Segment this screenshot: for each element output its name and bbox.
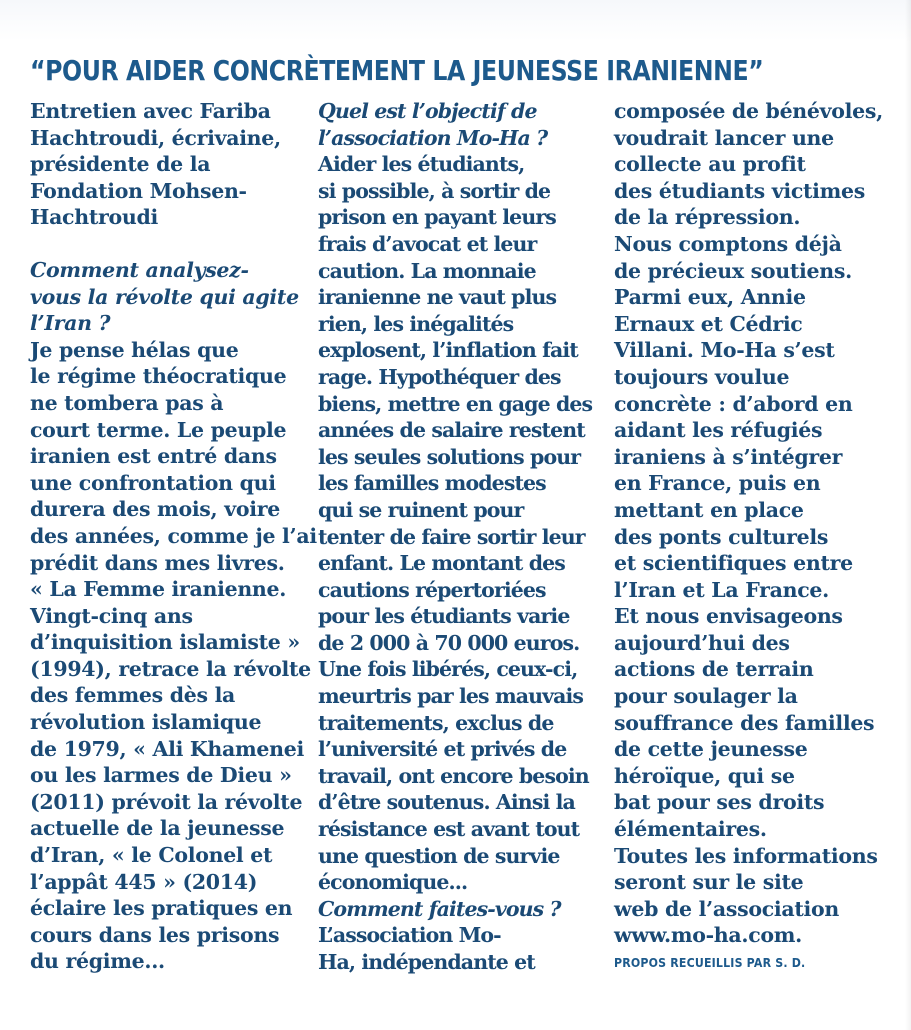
answer-line: le régime théocratique: [30, 364, 287, 389]
answer-line: Et nous envisageons: [614, 604, 843, 629]
answer-line: iraniens à s’intégrer: [614, 444, 843, 469]
intro-line: Entretien avec Fariba: [30, 99, 271, 123]
answer-line: élémentaires.: [614, 817, 767, 842]
answer-line: de 1979, « Ali Khamenei: [30, 736, 304, 761]
answer-line: court terme. Le peuple: [30, 417, 287, 442]
answer-line: tenter de faire sortir leur: [318, 524, 585, 549]
answer-line: seront sur le site: [614, 870, 804, 895]
answer-line: concrète : d’abord en: [614, 391, 853, 416]
answer-line: Je pense hélas que: [30, 337, 239, 362]
answer-line: traitements, exclus de: [318, 710, 554, 735]
answer-line: aujourd’hui des: [614, 630, 790, 655]
question-line: Quel est l’objectif de: [318, 99, 537, 123]
question-line: l’Iran ?: [30, 311, 111, 336]
answer-line: prédit dans mes livres.: [30, 550, 285, 575]
answer-line: les familles modestes: [318, 471, 546, 496]
intro-line: Fondation Mohsen-: [30, 178, 247, 203]
answer-line: ne tombera pas à: [30, 390, 224, 415]
answer-line: pour soulager la: [614, 684, 798, 709]
answer-line: les seules solutions pour: [318, 444, 581, 469]
answer-line: explosent, l’inflation fait: [318, 338, 578, 363]
answer-line: Villani. Mo-Ha s’est: [614, 338, 835, 363]
answer-line: actuelle de la jeunesse: [30, 816, 285, 841]
question-1: [30, 257, 305, 337]
answer-line: l’Iran et La France.: [614, 577, 829, 602]
answer-line: Aider les étudiants,: [318, 152, 525, 177]
answer-line: l’université et privés de: [318, 737, 567, 762]
answer-line: Parmi eux, Annie: [614, 285, 806, 310]
answer-2: [318, 151, 593, 896]
answer-line: des ponts culturels: [614, 524, 829, 549]
answer-line: de cette jeunesse: [614, 737, 808, 762]
question-line: Comment faites-vous ?: [318, 896, 561, 921]
answer-3-continued: [614, 98, 894, 949]
answer-line: (1994), retrace la révolte: [30, 656, 311, 681]
answer-line: caution. La monnaie: [318, 258, 536, 283]
answer-line: meurtris par les mauvais: [318, 684, 584, 709]
answer-line: (2011) prévoit la révolte: [30, 789, 303, 814]
answer-line: économique...: [318, 870, 468, 895]
answer-line: ou les larmes de Dieu »: [30, 763, 292, 788]
question-3: [318, 896, 580, 923]
answer-line: de précieux soutiens.: [614, 258, 852, 283]
answer-line: pour les étudiants varie: [318, 604, 570, 629]
answer-line: www.mo-ha.com.: [614, 923, 802, 948]
answer-line: rien, les inégalités: [318, 311, 514, 336]
intro-line: Hachtroudi: [30, 205, 159, 230]
answer-line: web de l’association: [614, 896, 840, 921]
answer-line: mettant en place: [614, 497, 804, 522]
paragraph-gap: [30, 231, 305, 257]
answer-line: souffrance des familles: [614, 710, 875, 735]
answer-line: de 2 000 à 70 000 euros.: [318, 630, 580, 655]
answer-1: [30, 337, 317, 975]
answer-line: d’Iran, « le Colonel et: [30, 843, 273, 868]
page-edge-shadow: [905, 0, 911, 1030]
answer-line: éclaire les pratiques en: [30, 896, 293, 921]
answer-line: « La Femme iranienne.: [30, 577, 287, 602]
question-2: [318, 98, 580, 151]
answer-line: révolution islamique: [30, 710, 262, 735]
answer-line: actions de terrain: [614, 657, 814, 682]
question-line: l’association Mo-Ha ?: [318, 125, 548, 150]
answer-line: Nous comptons déjà: [614, 231, 842, 256]
answer-line: qui se ruinent pour: [318, 497, 524, 522]
answer-line: années de salaire restent: [318, 418, 585, 443]
article-headline: “POUR AIDER CONCRÈTEMENT LA JEUNESSE IRANIENNE”: [30, 55, 764, 87]
answer-line: voudrait lancer une: [614, 125, 834, 150]
column-2: [318, 98, 593, 976]
answer-line: travail, ont encore besoin: [318, 763, 589, 788]
answer-line: biens, mettre en gage des: [318, 391, 593, 416]
answer-line: Une fois libérés, ceux-ci,: [318, 657, 578, 682]
answer-line: si possible, à sortir de: [318, 178, 551, 203]
answer-line: prison en payant leurs: [318, 205, 556, 230]
interview-credit: PROPOS RECUEILLIS PAR S. D.: [614, 955, 806, 970]
answer-line: une question de survie: [318, 843, 560, 868]
answer-line: rage. Hypothéquer des: [318, 364, 561, 389]
answer-line: frais d’avocat et leur: [318, 231, 537, 256]
answer-line: aidant les réfugiés: [614, 418, 823, 443]
answer-line: iranien est entré dans: [30, 444, 277, 469]
answer-line: héroïque, qui se: [614, 763, 795, 788]
answer-line: Vingt-cinq ans: [30, 603, 193, 628]
question-line: Comment analysez-: [30, 257, 249, 282]
answer-line: cautions répertoriées: [318, 577, 546, 602]
answer-line: des années, comme je l’ai: [30, 523, 317, 548]
answer-line: durera des mois, voire: [30, 497, 280, 522]
column-3: [614, 98, 894, 974]
answer-line: résistance est avant tout: [318, 817, 580, 842]
answer-line: iranienne ne vaut plus: [318, 285, 557, 310]
answer-3-start: [318, 922, 580, 975]
answer-line: des étudiants victimes: [614, 178, 866, 203]
intro-line: présidente de la: [30, 152, 211, 177]
answer-line: d’inquisition islamiste »: [30, 630, 300, 655]
answer-line: L’association Mo-: [318, 923, 501, 948]
answer-line: Toutes les informations: [614, 843, 878, 868]
answer-line: en France, puis en: [614, 471, 821, 496]
answer-line: enfant. Le montant des: [318, 551, 565, 576]
intro-block: [30, 98, 305, 231]
answer-line: de la répression.: [614, 205, 801, 230]
answer-line: l’appât 445 » (2014): [30, 869, 258, 894]
answer-line: une confrontation qui: [30, 470, 276, 495]
answer-line: collecte au profit: [614, 152, 806, 177]
answer-line: bat pour ses droits: [614, 790, 825, 815]
answer-line: Ernaux et Cédric: [614, 311, 803, 336]
answer-line: composée de bénévoles,: [614, 99, 883, 123]
question-line: vous la révolte qui agite: [30, 284, 299, 309]
answer-line: des femmes dès la: [30, 683, 236, 708]
answer-line: cours dans les prisons: [30, 922, 280, 947]
answer-line: du régime...: [30, 949, 165, 974]
intro-line: Hachtroudi, écrivaine,: [30, 125, 281, 150]
answer-line: Ha, indépendante et: [318, 950, 535, 974]
answer-line: et scientifiques entre: [614, 551, 853, 576]
column-1: [30, 98, 317, 975]
answer-line: toujours voulue: [614, 364, 790, 389]
answer-line: d’être soutenus. Ainsi la: [318, 790, 575, 815]
